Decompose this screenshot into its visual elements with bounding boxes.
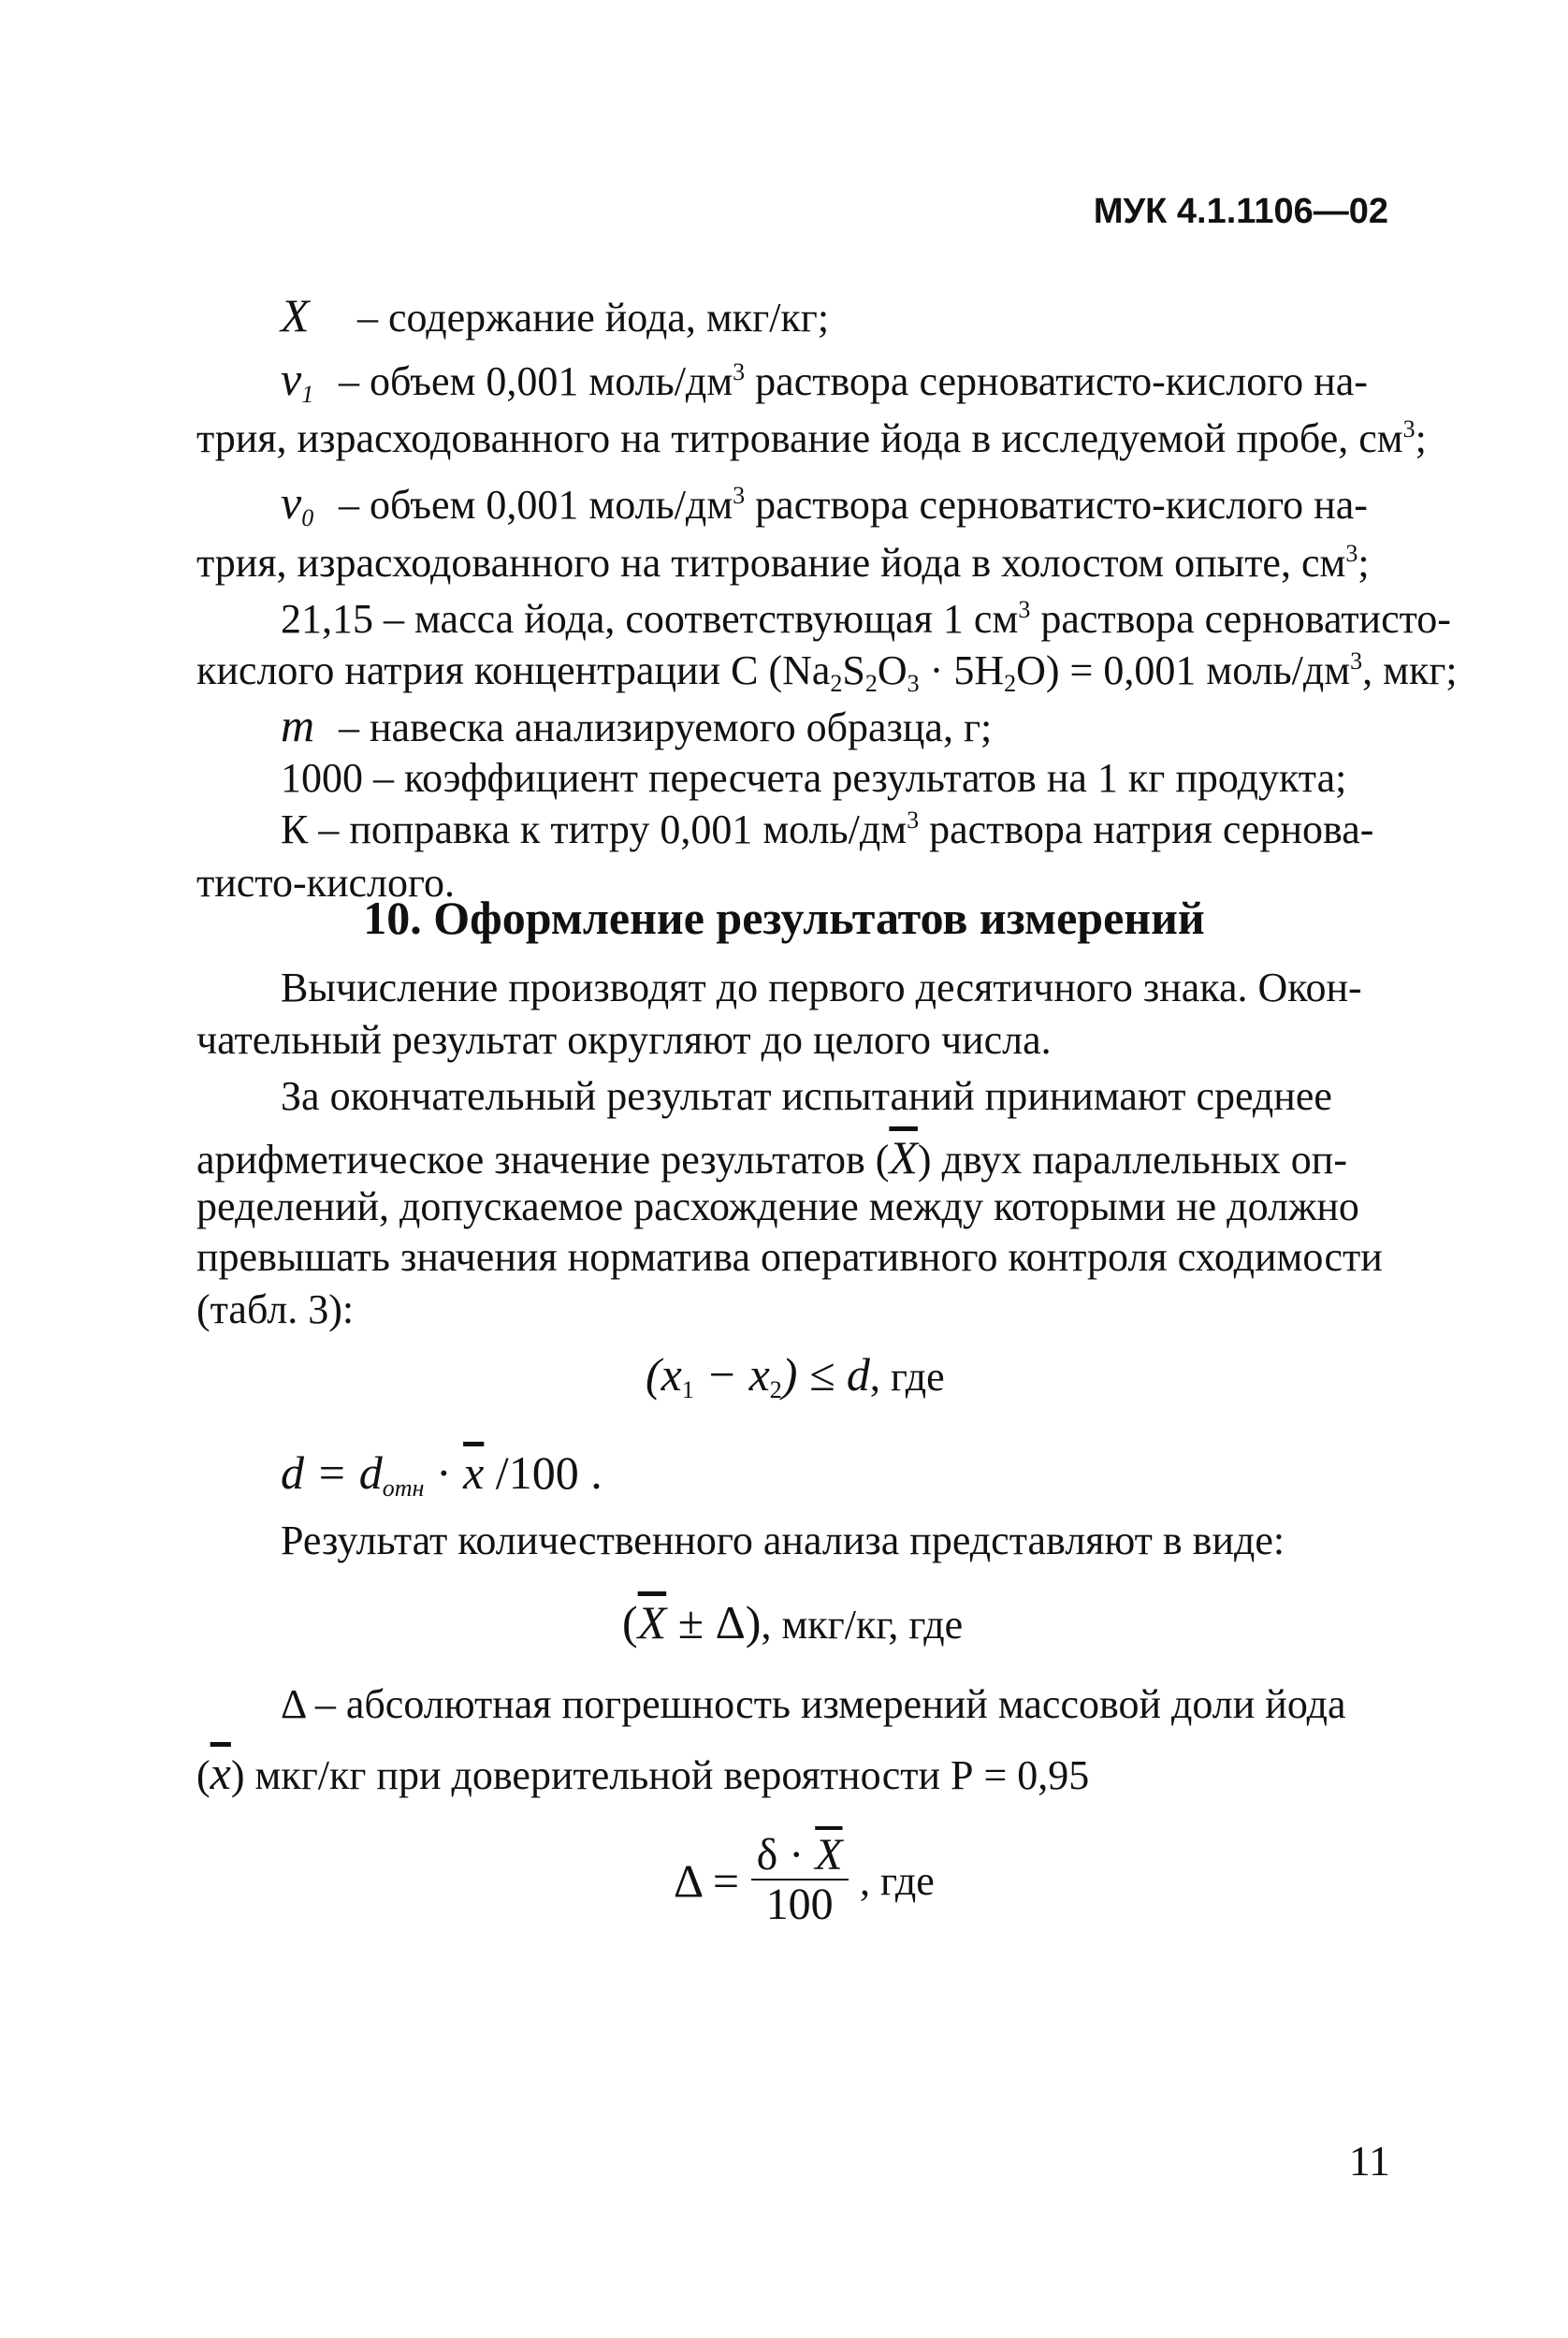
definition-mass-text-a: 21,15 – масса йода, соответствующая 1 см — [281, 596, 1019, 642]
p4-l2-b: ) мкг/кг при доверительной вероятности Р = 0,95 — [230, 1752, 1090, 1798]
mass-cont-sub2: 2 — [864, 670, 878, 697]
paragraph-2-line-3: ределений, допускаемое расхождение между которыми не должно — [196, 1184, 1359, 1229]
f2-b: · — [424, 1446, 464, 1499]
p4-l2-a: ( — [196, 1752, 211, 1798]
definition-v1-text-b: раствора серноватисто-кислого на- — [745, 358, 1368, 404]
paragraph-2-line-4: превышать значения норматива оперативного контроля сходимости — [196, 1234, 1383, 1280]
definition-x — [281, 289, 830, 341]
definition-k-text-b: раствора натрия сернова- — [919, 806, 1374, 852]
definition-x-text: – содержание йода, мкг/кг; — [357, 295, 830, 341]
mean-x-symbol: $\overline{X}$ — [889, 1131, 918, 1184]
definition-v0-text-a: – объем 0,001 моль/дм — [339, 482, 733, 528]
paragraph-2-line-2-a: арифметическое значение результатов ( — [196, 1137, 890, 1183]
symbol-v1: v — [281, 353, 302, 405]
paragraph-1-line-2: чательный результат округляют до целого числа. — [196, 1017, 1052, 1063]
f2-c: /100 . — [484, 1446, 603, 1499]
paragraph-2-line-1: За окончательный результат испытаний принимают среднее — [281, 1073, 1332, 1119]
definition-m-text: – навеска анализируемого образца, г; — [339, 704, 993, 750]
f3-a: ( — [622, 1596, 638, 1648]
mass-cont-sup: 3 — [1350, 647, 1363, 675]
mass-cont-f: , мкг; — [1362, 647, 1458, 693]
definition-1000: 1000 – коэффициент пересчета результатов на 1 кг продукта; — [281, 755, 1347, 801]
f4-num-a: δ · — [756, 1830, 816, 1880]
f4-tail: , где — [860, 1858, 935, 1905]
f1-a: (x — [646, 1348, 682, 1401]
definition-mass — [281, 596, 1451, 642]
f1-c: ) ≤ d — [781, 1348, 870, 1401]
f1-s1: 1 — [681, 1376, 694, 1403]
mass-cont-c: O — [877, 647, 907, 693]
definition-k-cont: тисто-кислого. — [196, 860, 455, 906]
definition-v1 — [281, 353, 1368, 408]
mass-cont-a: кислого натрия концентрации С (Na — [196, 647, 831, 693]
mass-cont-e: O) = 0,001 моль/дм — [1016, 647, 1351, 693]
definition-v0-cont — [196, 540, 1370, 586]
f3-b: ± Δ) — [666, 1596, 762, 1648]
definition-k-sup: 3 — [907, 806, 920, 834]
symbol-v0-sub: 0 — [301, 504, 314, 531]
f4-fraction — [751, 1832, 849, 1930]
definition-v1-cont-sup: 3 — [1402, 415, 1416, 443]
f1-b: − x — [693, 1348, 770, 1401]
paragraph-2-line-5: (табл. 3): — [196, 1286, 355, 1332]
f1-tail: , где — [869, 1354, 945, 1400]
symbol-x: X — [281, 289, 310, 341]
definition-v0-sup: 3 — [733, 482, 746, 509]
definition-v0 — [281, 476, 1368, 531]
definition-v0-cont-sup: 3 — [1345, 540, 1358, 567]
f2-mean-x: $\overline{x}$ — [463, 1446, 485, 1499]
f1-s2: 2 — [769, 1376, 782, 1403]
f4-lhs: Δ = — [674, 1854, 740, 1908]
definition-k-text-a: К – поправка к титру 0,001 моль/дм — [281, 806, 907, 852]
section-heading: 10. Оформление результатов измерений — [363, 892, 1205, 944]
f4-numerator — [751, 1832, 849, 1881]
p4-mean-x: $\overline{x}$ — [210, 1747, 231, 1799]
formula-delta — [674, 1832, 935, 1930]
definition-mass-text-b: раствора серноватисто- — [1030, 596, 1451, 642]
symbol-v0: v — [281, 476, 302, 529]
definition-v0-text-b: раствора серноватисто-кислого на- — [745, 482, 1368, 528]
paragraph-2-line-2-b: ) двух параллельных оп- — [917, 1137, 1347, 1183]
definition-mass-sup: 3 — [1018, 596, 1031, 623]
f3-tail: , мкг/кг, где — [761, 1602, 964, 1648]
f2-sub: отн — [382, 1474, 425, 1502]
page-number: 11 — [1348, 2137, 1390, 2185]
mass-cont-b: S — [842, 647, 865, 693]
mass-cont-sub1: 2 — [830, 670, 843, 697]
paragraph-4-line-2 — [196, 1747, 1090, 1799]
f4-denominator: 100 — [765, 1880, 834, 1930]
formula-difference — [646, 1347, 945, 1401]
symbol-v1-sub: 1 — [301, 381, 314, 408]
f2-a: d = d — [281, 1446, 383, 1499]
paragraph-4-line-1: Δ – абсолютная погрешность измерений массовой доли йода — [281, 1681, 1346, 1727]
mass-cont-d: · 5H — [919, 647, 1005, 693]
formula-d — [281, 1445, 603, 1500]
paragraph-1-line-1: Вычисление производят до первого десятичного знака. Окон- — [281, 965, 1362, 1010]
definition-v1-text-a: – объем 0,001 моль/дм — [339, 358, 733, 404]
f3-mean-x: $\overline{X}$ — [637, 1596, 667, 1648]
definition-m — [281, 699, 993, 751]
definition-v0-cont-a: трия, израсходованного на титрование йода в холостом опыте, см — [196, 540, 1346, 586]
definition-v0-cont-b: ; — [1357, 540, 1370, 586]
definition-v1-cont-a: трия, израсходованного на титрование йода в исследуемой пробе, см — [196, 415, 1403, 461]
paragraph-3: Результат количественного анализа представляют в виде: — [281, 1518, 1285, 1563]
mass-cont-sub3: 3 — [907, 670, 920, 697]
definition-k — [281, 806, 1374, 852]
paragraph-2-line-2 — [196, 1131, 1347, 1184]
f4-num-x: $\overline{X}$ — [815, 1830, 843, 1880]
definition-mass-cont — [196, 647, 1458, 697]
symbol-m: m — [281, 699, 315, 751]
document-code: МУК 4.1.1106—02 — [1093, 192, 1388, 231]
definition-v1-cont-b: ; — [1415, 415, 1427, 461]
mass-cont-sub4: 2 — [1004, 670, 1017, 697]
definition-v1-sup: 3 — [733, 358, 746, 385]
formula-result — [622, 1595, 963, 1649]
definition-v1-cont — [196, 415, 1427, 461]
